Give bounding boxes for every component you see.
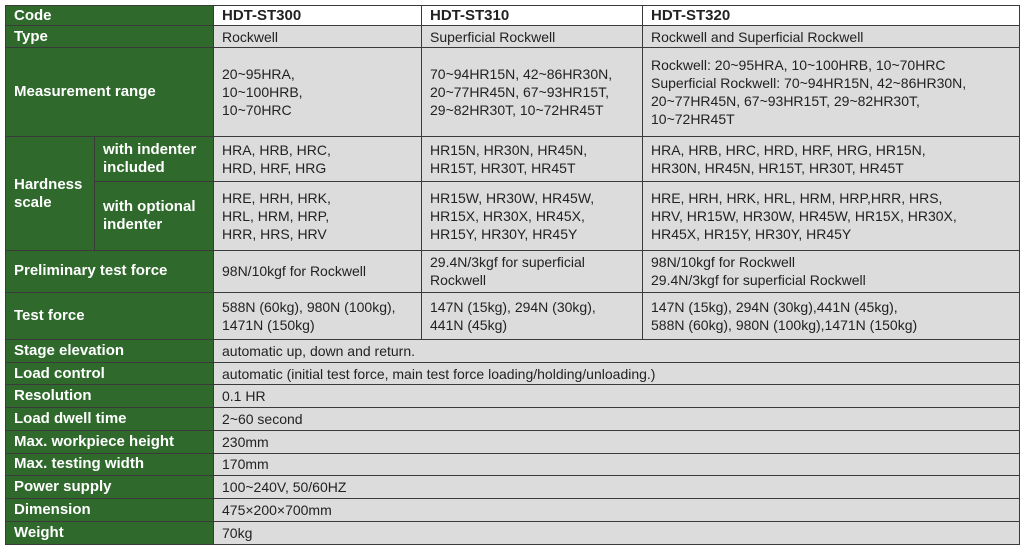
preliminary-test-force-st300: 98N/10kgf for Rockwell [214, 250, 422, 292]
hardness-optional-st310: HR15W, HR30W, HR45W, HR15X, HR30X, HR45X, HR15Y, HR30Y, HR45Y [422, 181, 643, 250]
resolution-row [6, 385, 1020, 408]
hardness-included-st300: HRA, HRB, HRC, HRD, HRF, HRG [214, 137, 422, 181]
measurement-range-st320: Rockwell: 20~95HRA, 10~100HRB, 10~70HRC Superficial Rockwell: 70~94HR15N, 42~86HR30N, 20~77HR45N, 67~93HR15T, 29~82HR30T, 10~72HR45T [643, 48, 1020, 137]
test-force-st310: 147N (15kg), 294N (30kg), 441N (45kg) [422, 293, 643, 340]
power-supply-label: Power supply [6, 476, 214, 499]
type-row [6, 26, 1020, 48]
type-value-st300: Rockwell [214, 26, 422, 48]
weight-row [6, 521, 1020, 544]
measurement-range-row [6, 48, 1020, 137]
test-force-st300: 588N (60kg), 980N (100kg), 1471N (150kg) [214, 293, 422, 340]
max-workpiece-height-value: 230mm [214, 430, 1020, 453]
load-control-value: automatic (initial test force, main test force loading/holding/unloading.) [214, 362, 1020, 384]
load-dwell-time-label: Load dwell time [6, 408, 214, 430]
hardness-included-st310: HR15N, HR30N, HR45N, HR15T, HR30T, HR45T [422, 137, 643, 181]
preliminary-test-force-st320: 98N/10kgf for Rockwell 29.4N/3kgf for superficial Rockwell [643, 250, 1020, 292]
dimension-label: Dimension [6, 499, 214, 521]
type-value-st320: Rockwell and Superficial Rockwell [643, 26, 1020, 48]
test-force-label: Test force [6, 293, 214, 340]
preliminary-test-force-st310: 29.4N/3kgf for superficial Rockwell [422, 250, 643, 292]
stage-elevation-row [6, 339, 1020, 362]
power-supply-row [6, 476, 1020, 499]
indenter-included-label: with indenter included [95, 137, 214, 181]
load-control-row [6, 362, 1020, 384]
dimension-value: 475×200×700mm [214, 499, 1020, 521]
hardness-optional-row [6, 181, 1020, 250]
indenter-optional-label: with optional indenter [95, 181, 214, 250]
max-testing-width-label: Max. testing width [6, 453, 214, 475]
measurement-range-st310: 70~94HR15N, 42~86HR30N, 20~77HR45N, 67~93HR15T, 29~82HR30T, 10~72HR45T [422, 48, 643, 137]
type-value-st310: Superficial Rockwell [422, 26, 643, 48]
preliminary-test-force-label: Preliminary test force [6, 250, 214, 292]
spec-table [5, 5, 1020, 545]
resolution-label: Resolution [6, 385, 214, 408]
load-dwell-time-row [6, 408, 1020, 430]
hardness-optional-st320: HRE, HRH, HRK, HRL, HRM, HRP,HRR, HRS, HRV, HR15W, HR30W, HR45W, HR15X, HR30X, HR45X, HR15Y, HR30Y, HR45Y [643, 181, 1020, 250]
preliminary-test-force-row [6, 250, 1020, 292]
stage-elevation-value: automatic up, down and return. [214, 339, 1020, 362]
header-row [6, 6, 1020, 26]
max-workpiece-height-label: Max. workpiece height [6, 430, 214, 453]
type-label: Type [6, 26, 214, 48]
load-control-label: Load control [6, 362, 214, 384]
measurement-range-label: Measurement range [6, 48, 214, 137]
max-workpiece-height-row [6, 430, 1020, 453]
test-force-st320: 147N (15kg), 294N (30kg),441N (45kg), 588N (60kg), 980N (100kg),1471N (150kg) [643, 293, 1020, 340]
weight-label: Weight [6, 521, 214, 544]
resolution-value: 0.1 HR [214, 385, 1020, 408]
dimension-row [6, 499, 1020, 521]
model-hdt-st300: HDT-ST300 [214, 6, 422, 26]
hardness-included-row [6, 137, 1020, 181]
test-force-row [6, 293, 1020, 340]
stage-elevation-label: Stage elevation [6, 339, 214, 362]
load-dwell-time-value: 2~60 second [214, 408, 1020, 430]
code-label: Code [6, 6, 214, 26]
hardness-scale-label: Hardness scale [6, 137, 95, 250]
model-hdt-st320: HDT-ST320 [643, 6, 1020, 26]
measurement-range-st300: 20~95HRA, 10~100HRB, 10~70HRC [214, 48, 422, 137]
hardness-included-st320: HRA, HRB, HRC, HRD, HRF, HRG, HR15N, HR30N, HR45N, HR15T, HR30T, HR45T [643, 137, 1020, 181]
max-testing-width-value: 170mm [214, 453, 1020, 475]
hardness-optional-st300: HRE, HRH, HRK, HRL, HRM, HRP, HRR, HRS, HRV [214, 181, 422, 250]
max-testing-width-row [6, 453, 1020, 475]
model-hdt-st310: HDT-ST310 [422, 6, 643, 26]
power-supply-value: 100~240V, 50/60HZ [214, 476, 1020, 499]
weight-value: 70kg [214, 521, 1020, 544]
